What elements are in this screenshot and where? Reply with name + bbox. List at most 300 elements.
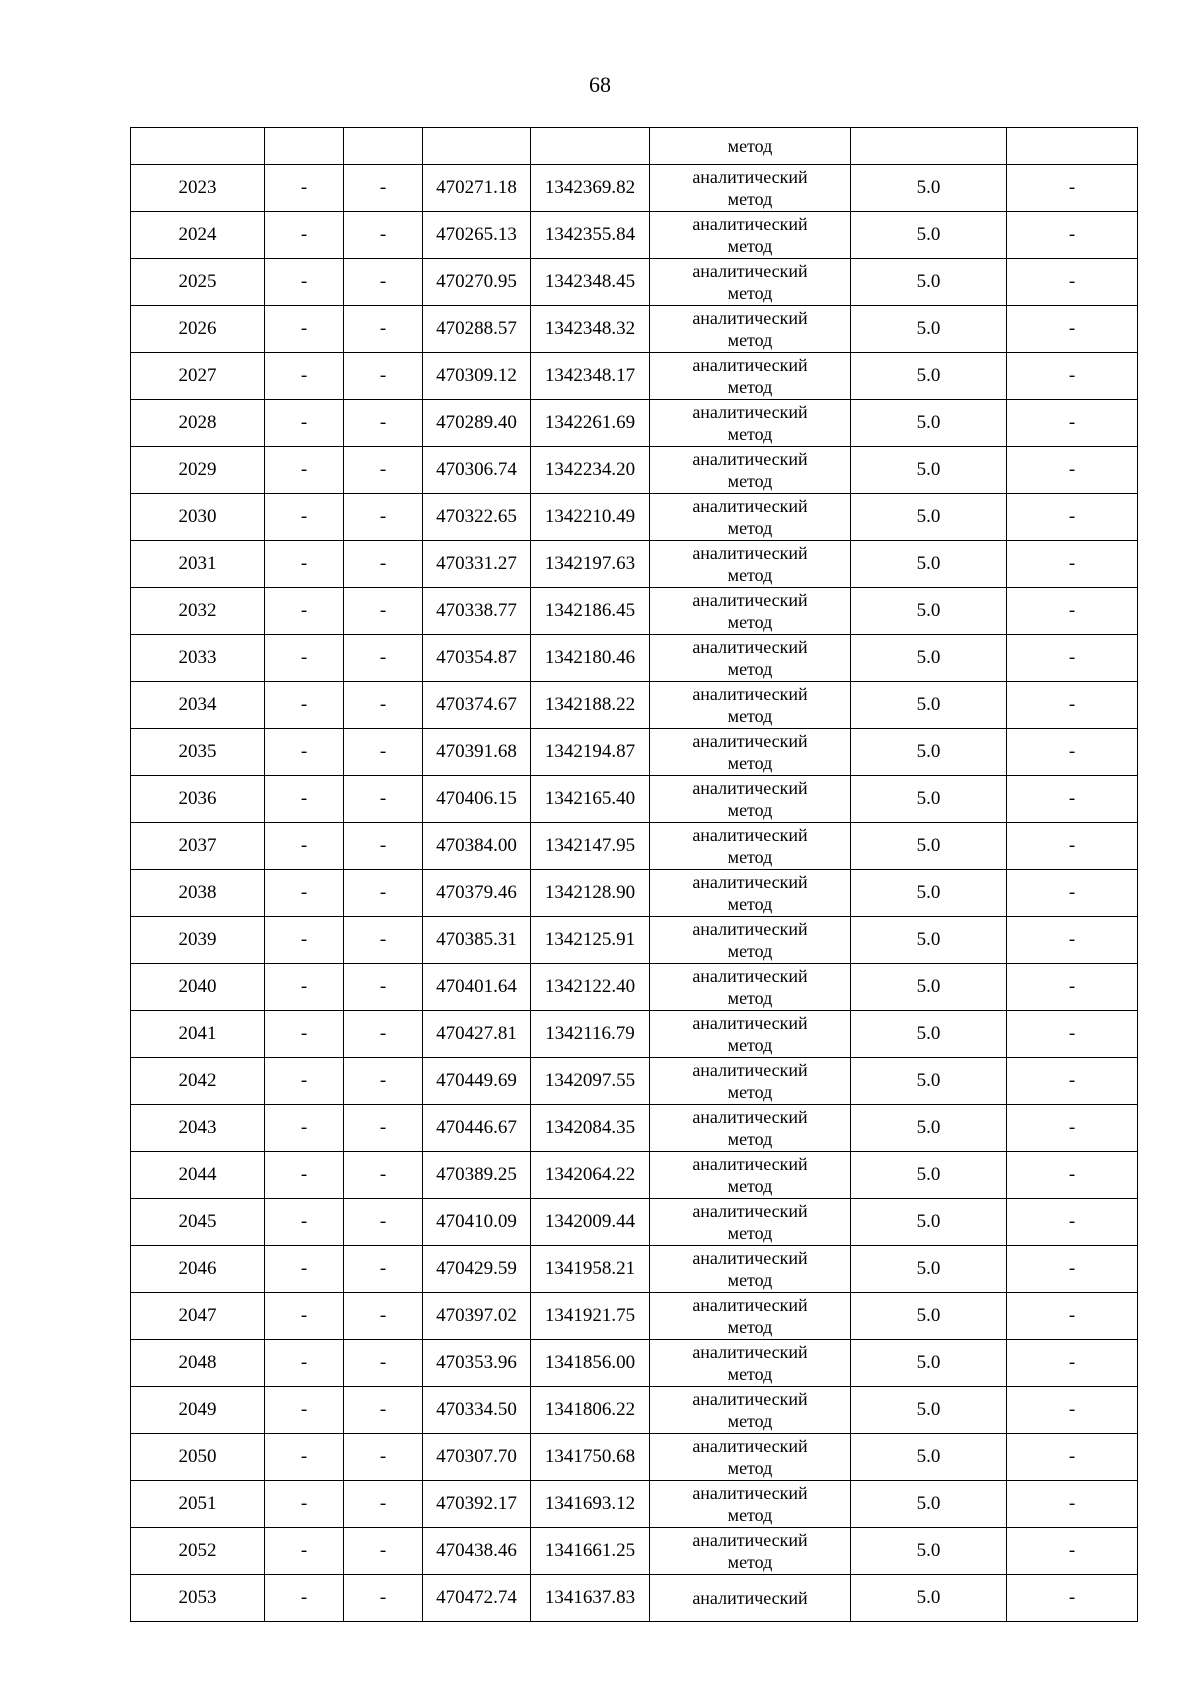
cell-col-a: - [265,588,344,635]
cell-method [650,1246,851,1293]
cell-method [650,165,851,212]
cell-method [650,682,851,729]
cell-point-number: 2047 [131,1293,265,1340]
cell-col-a: - [265,353,344,400]
cell-x-coordinate: 470427.81 [423,1011,531,1058]
cell-y-coordinate: 1342165.40 [531,776,650,823]
cell-col-d: - [1007,917,1138,964]
cell-col-a: - [265,1434,344,1481]
cell-accuracy [851,128,1007,165]
method-line-2: метод [727,659,773,679]
table-row [131,541,1138,588]
cell-y-coordinate: 1341856.00 [531,1340,650,1387]
cell-accuracy: 5.0 [851,588,1007,635]
cell-x-coordinate: 470338.77 [423,588,531,635]
method-line-2: метод [727,1505,773,1525]
cell-point-number: 2035 [131,729,265,776]
cell-accuracy: 5.0 [851,541,1007,588]
cell-y-coordinate: 1342348.17 [531,353,650,400]
table-row [131,1246,1138,1293]
cell-y-coordinate: 1342097.55 [531,1058,650,1105]
method-line-2: метод [727,847,773,867]
method-line-1: аналитический [692,778,808,798]
cell-point-number: 2039 [131,917,265,964]
method-line-2: метод [727,1270,773,1290]
method-line-2: метод [727,189,773,209]
table-row [131,964,1138,1011]
cell-col-b: - [344,212,423,259]
cell-col-a: - [265,494,344,541]
table-row [131,306,1138,353]
cell-col-a: - [265,541,344,588]
cell-x-coordinate: 470309.12 [423,353,531,400]
cell-col-a: - [265,1058,344,1105]
table-row [131,776,1138,823]
method-line-1: аналитический [692,214,808,234]
method-line-2: метод [727,471,773,491]
method-line-2: метод [727,1035,773,1055]
page-number: 68 [589,72,611,97]
method-line-2: метод [727,800,773,820]
cell-x-coordinate: 470322.65 [423,494,531,541]
cell-col-d: - [1007,588,1138,635]
cell-col-b: - [344,870,423,917]
method-line-1: аналитический [692,825,808,845]
cell-accuracy: 5.0 [851,400,1007,447]
cell-accuracy: 5.0 [851,259,1007,306]
cell-accuracy: 5.0 [851,870,1007,917]
cell-col-b: - [344,1152,423,1199]
cell-point-number: 2050 [131,1434,265,1481]
table-row [131,823,1138,870]
cell-method [650,823,851,870]
cell-accuracy: 5.0 [851,776,1007,823]
method-line-2: метод [727,1458,773,1478]
cell-accuracy: 5.0 [851,447,1007,494]
cell-col-d: - [1007,729,1138,776]
table-row [131,729,1138,776]
method-line-2: метод [727,236,773,256]
cell-y-coordinate [531,128,650,165]
cell-col-b: - [344,1199,423,1246]
cell-y-coordinate: 1342186.45 [531,588,650,635]
cell-col-d: - [1007,1152,1138,1199]
method-line-2: метод [727,377,773,397]
cell-col-a: - [265,635,344,682]
cell-accuracy: 5.0 [851,1293,1007,1340]
cell-col-d: - [1007,1387,1138,1434]
cell-col-b: - [344,1105,423,1152]
cell-col-b: - [344,541,423,588]
cell-accuracy: 5.0 [851,1246,1007,1293]
method-line-2: метод [727,1364,773,1384]
cell-col-d: - [1007,494,1138,541]
method-line-1: аналитический [692,1530,808,1550]
cell-col-b: - [344,400,423,447]
method-line-1: аналитический [692,167,808,187]
cell-y-coordinate: 1342210.49 [531,494,650,541]
cell-accuracy: 5.0 [851,1387,1007,1434]
cell-col-a: - [265,729,344,776]
cell-x-coordinate: 470410.09 [423,1199,531,1246]
method-line-2: метод [727,1223,773,1243]
cell-col-d: - [1007,1293,1138,1340]
cell-point-number: 2052 [131,1528,265,1575]
method-line-1: аналитический [692,543,808,563]
cell-x-coordinate: 470385.31 [423,917,531,964]
table-row [131,1575,1138,1622]
table-row-continued [131,128,1138,165]
cell-x-coordinate: 470334.50 [423,1387,531,1434]
cell-col-d: - [1007,1434,1138,1481]
cell-col-a: - [265,823,344,870]
cell-col-b: - [344,1481,423,1528]
cell-x-coordinate: 470446.67 [423,1105,531,1152]
cell-point-number: 2041 [131,1011,265,1058]
table-row [131,353,1138,400]
cell-point-number: 2038 [131,870,265,917]
cell-col-d: - [1007,212,1138,259]
cell-x-coordinate: 470270.95 [423,259,531,306]
cell-col-b: - [344,729,423,776]
method-line-2: метод [727,1129,773,1149]
cell-accuracy: 5.0 [851,1575,1007,1622]
cell-col-b: - [344,776,423,823]
cell-col-b: - [344,1528,423,1575]
cell-col-a: - [265,1575,344,1622]
cell-y-coordinate: 1342116.79 [531,1011,650,1058]
cell-method [650,1152,851,1199]
cell-col-d: - [1007,776,1138,823]
cell-point-number: 2026 [131,306,265,353]
table-row [131,1434,1138,1481]
cell-x-coordinate: 470392.17 [423,1481,531,1528]
table-row [131,1152,1138,1199]
cell-accuracy: 5.0 [851,1152,1007,1199]
cell-col-d: - [1007,870,1138,917]
cell-accuracy: 5.0 [851,306,1007,353]
cell-point-number: 2033 [131,635,265,682]
cell-y-coordinate: 1342188.22 [531,682,650,729]
cell-col-d: - [1007,447,1138,494]
cell-method [650,1434,851,1481]
cell-method [650,1293,851,1340]
table-row [131,870,1138,917]
cell-col-d: - [1007,165,1138,212]
cell-col-a: - [265,1528,344,1575]
cell-point-number: 2029 [131,447,265,494]
method-line-1: аналитический [692,1154,808,1174]
cell-method [650,494,851,541]
table-row [131,1293,1138,1340]
cell-y-coordinate: 1342180.46 [531,635,650,682]
cell-x-coordinate: 470391.68 [423,729,531,776]
cell-col-a: - [265,1199,344,1246]
cell-accuracy: 5.0 [851,353,1007,400]
cell-method [650,353,851,400]
cell-point-number [131,128,265,165]
cell-point-number: 2048 [131,1340,265,1387]
cell-col-d: - [1007,1105,1138,1152]
cell-col-d: - [1007,1199,1138,1246]
cell-col-a: - [265,1011,344,1058]
cell-x-coordinate: 470354.87 [423,635,531,682]
cell-col-a: - [265,870,344,917]
cell-x-coordinate: 470449.69 [423,1058,531,1105]
cell-y-coordinate: 1342355.84 [531,212,650,259]
cell-point-number: 2024 [131,212,265,259]
method-line-2: метод [727,612,773,632]
cell-col-d: - [1007,1575,1138,1622]
cell-point-number: 2042 [131,1058,265,1105]
cell-accuracy: 5.0 [851,1434,1007,1481]
cell-method [650,1340,851,1387]
cell-accuracy: 5.0 [851,823,1007,870]
cell-method [650,870,851,917]
cell-y-coordinate: 1342122.40 [531,964,650,1011]
cell-point-number: 2044 [131,1152,265,1199]
cell-accuracy: 5.0 [851,1528,1007,1575]
cell-point-number: 2023 [131,165,265,212]
cell-col-a: - [265,1246,344,1293]
method-line-1: аналитический [692,1436,808,1456]
cell-col-b: - [344,306,423,353]
cell-y-coordinate: 1342009.44 [531,1199,650,1246]
cell-col-a: - [265,1387,344,1434]
method-line-1: аналитический [692,496,808,516]
cell-x-coordinate: 470438.46 [423,1528,531,1575]
cell-col-a: - [265,259,344,306]
cell-y-coordinate: 1342084.35 [531,1105,650,1152]
cell-col-b: - [344,1293,423,1340]
cell-col-a: - [265,1293,344,1340]
method-line-1: аналитический [692,1201,808,1221]
method-line-1: аналитический [692,919,808,939]
table-row [131,635,1138,682]
method-line-2: метод [727,565,773,585]
cell-x-coordinate: 470384.00 [423,823,531,870]
method-line-1: аналитический [692,1342,808,1362]
cell-col-b: - [344,964,423,1011]
cell-col-a: - [265,1105,344,1152]
cell-y-coordinate: 1342348.45 [531,259,650,306]
cell-accuracy: 5.0 [851,635,1007,682]
cell-col-a: - [265,917,344,964]
method-line-2: метод [727,894,773,914]
cell-col-b: - [344,1246,423,1293]
method-line-2: метод [727,424,773,444]
cell-y-coordinate: 1342261.69 [531,400,650,447]
cell-col-a: - [265,776,344,823]
cell-col-a: - [265,212,344,259]
cell-col-b: - [344,1387,423,1434]
table-row [131,1340,1138,1387]
cell-col-d: - [1007,259,1138,306]
cell-y-coordinate: 1342234.20 [531,447,650,494]
cell-y-coordinate: 1341661.25 [531,1528,650,1575]
cell-col-d: - [1007,306,1138,353]
cell-col-d: - [1007,635,1138,682]
cell-col-d: - [1007,1011,1138,1058]
table-row [131,447,1138,494]
method-line-1: аналитический [692,261,808,281]
cell-x-coordinate: 470406.15 [423,776,531,823]
cell-y-coordinate: 1342194.87 [531,729,650,776]
method-line-1: аналитический [692,731,808,751]
cell-method [650,917,851,964]
table-row [131,400,1138,447]
method-line-2: метод [727,1552,773,1572]
cell-y-coordinate: 1342064.22 [531,1152,650,1199]
cell-accuracy: 5.0 [851,1105,1007,1152]
cell-x-coordinate: 470401.64 [423,964,531,1011]
cell-accuracy: 5.0 [851,1058,1007,1105]
method-line-1: аналитический [692,966,808,986]
cell-x-coordinate: 470331.27 [423,541,531,588]
cell-x-coordinate: 470353.96 [423,1340,531,1387]
cell-col-d: - [1007,1528,1138,1575]
cell-col-d: - [1007,1246,1138,1293]
cell-col-a: - [265,447,344,494]
cell-col-b: - [344,1575,423,1622]
cell-col-b: - [344,353,423,400]
cell-col-a: - [265,400,344,447]
cell-x-coordinate: 470389.25 [423,1152,531,1199]
cell-point-number: 2045 [131,1199,265,1246]
cell-col-b: - [344,588,423,635]
cell-method [650,1575,851,1622]
cell-accuracy: 5.0 [851,1481,1007,1528]
cell-x-coordinate: 470429.59 [423,1246,531,1293]
cell-accuracy: 5.0 [851,165,1007,212]
cell-col-d: - [1007,541,1138,588]
method-line-2: метод [727,941,773,961]
cell-col-b: - [344,917,423,964]
cell-col-b: - [344,259,423,306]
method-line-2: метод [727,1411,773,1431]
cell-method [650,729,851,776]
table-row [131,1387,1138,1434]
method-line-2: метод [727,1317,773,1337]
cell-col-d: - [1007,353,1138,400]
cell-col-d: - [1007,1058,1138,1105]
cell-y-coordinate: 1342369.82 [531,165,650,212]
cell-x-coordinate: 470306.74 [423,447,531,494]
cell-point-number: 2032 [131,588,265,635]
method-line-1: аналитический [692,1389,808,1409]
cell-point-number: 2025 [131,259,265,306]
cell-y-coordinate: 1341750.68 [531,1434,650,1481]
cell-col-a: - [265,165,344,212]
table-row [131,682,1138,729]
cell-col-a [265,128,344,165]
cell-col-a: - [265,964,344,1011]
cell-y-coordinate: 1341693.12 [531,1481,650,1528]
cell-col-b: - [344,1340,423,1387]
method-line-1: аналитический [692,1483,808,1503]
cell-point-number: 2030 [131,494,265,541]
cell-y-coordinate: 1342125.91 [531,917,650,964]
cell-x-coordinate: 470472.74 [423,1575,531,1622]
method-line-2: метод [727,1176,773,1196]
cell-point-number: 2036 [131,776,265,823]
method-line-1: аналитический [692,308,808,328]
coordinates-table [130,127,1138,1622]
method-line-2: метод [727,706,773,726]
table-row [131,1481,1138,1528]
cell-y-coordinate: 1342128.90 [531,870,650,917]
cell-accuracy: 5.0 [851,917,1007,964]
method-line-1: аналитический [692,1013,808,1033]
table-row [131,212,1138,259]
cell-method [650,1105,851,1152]
table-row [131,1199,1138,1246]
cell-point-number: 2051 [131,1481,265,1528]
cell-method [650,1528,851,1575]
cell-x-coordinate: 470379.46 [423,870,531,917]
method-line-1: аналитический [692,1295,808,1315]
method-line-2: метод [727,753,773,773]
cell-y-coordinate: 1341958.21 [531,1246,650,1293]
cell-x-coordinate: 470289.40 [423,400,531,447]
method-line-1: аналитический [692,402,808,422]
cell-method [650,1387,851,1434]
method-line-1: аналитический [692,637,808,657]
table-row [131,1011,1138,1058]
cell-col-d [1007,128,1138,165]
method-line-2: метод [727,988,773,1008]
cell-y-coordinate: 1342348.32 [531,306,650,353]
cell-method [650,964,851,1011]
cell-col-a: - [265,306,344,353]
cell-y-coordinate: 1342147.95 [531,823,650,870]
method-line-2: метод [727,283,773,303]
cell-point-number: 2040 [131,964,265,1011]
table-row [131,1058,1138,1105]
cell-col-d: - [1007,964,1138,1011]
cell-point-number: 2053 [131,1575,265,1622]
cell-method [650,212,851,259]
cell-y-coordinate: 1341637.83 [531,1575,650,1622]
cell-y-coordinate: 1342197.63 [531,541,650,588]
cell-method [650,635,851,682]
cell-method [650,400,851,447]
cell-x-coordinate: 470397.02 [423,1293,531,1340]
cell-accuracy: 5.0 [851,729,1007,776]
cell-x-coordinate: 470307.70 [423,1434,531,1481]
cell-point-number: 2034 [131,682,265,729]
table-row [131,1105,1138,1152]
cell-x-coordinate: 470374.67 [423,682,531,729]
cell-col-b: - [344,447,423,494]
table-row [131,494,1138,541]
method-line-1: аналитический [692,684,808,704]
cell-x-coordinate [423,128,531,165]
method-line-1: аналитический [692,872,808,892]
cell-method: метод [650,128,851,165]
method-line-2: метод [727,518,773,538]
cell-col-b: - [344,494,423,541]
cell-y-coordinate: 1341921.75 [531,1293,650,1340]
cell-col-b: - [344,823,423,870]
cell-col-b: - [344,682,423,729]
table-body [131,128,1138,1622]
cell-y-coordinate: 1341806.22 [531,1387,650,1434]
cell-accuracy: 5.0 [851,1340,1007,1387]
cell-col-a: - [265,1340,344,1387]
method-line-1: аналитический [692,1588,808,1608]
cell-accuracy: 5.0 [851,212,1007,259]
